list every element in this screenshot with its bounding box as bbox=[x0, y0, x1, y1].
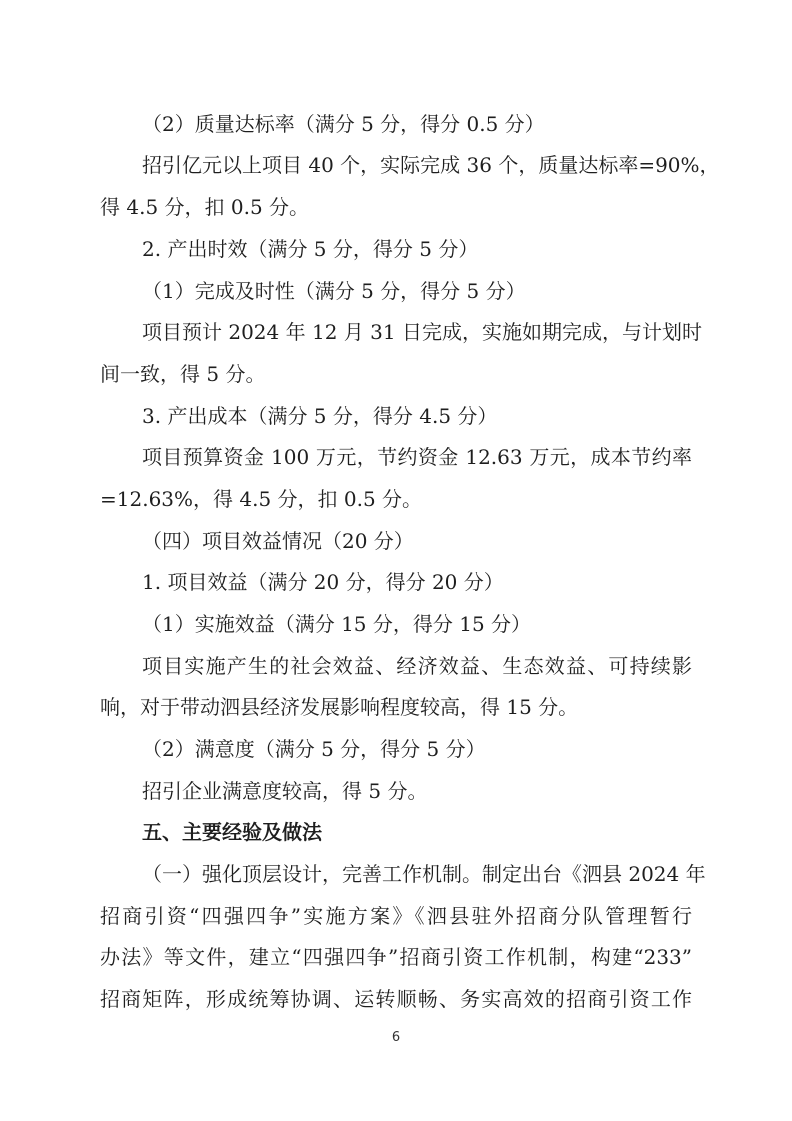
page-number: 6 bbox=[391, 1030, 401, 1045]
paragraph-line: 招商引资“四强四争”实施方案》《泗县驻外招商分队管理暂行 bbox=[100, 904, 692, 928]
paragraph-line: 项目预算资金 100 万元，节约资金 12.63 万元，成本节约率 bbox=[142, 445, 692, 469]
paragraph-line: 办法》等文件，建立“四强四争”招商引资工作机制，构建“233” bbox=[100, 945, 692, 969]
subitem-satisfaction: （2）满意度（满分 5 分，得分 5 分） bbox=[142, 737, 486, 761]
item-output-timeliness: 2. 产出时效（满分 5 分，得分 5 分） bbox=[142, 237, 479, 261]
section-heading-experience: 五、主要经验及做法 bbox=[142, 820, 322, 844]
section-benefits: （四）项目效益情况（20 分） bbox=[142, 529, 414, 553]
paragraph-line: 招引企业满意度较高，得 5 分。 bbox=[142, 779, 428, 803]
subitem-implementation-benefits: （1）实施效益（满分 15 分，得分 15 分） bbox=[142, 612, 532, 636]
paragraph-line: 项目预计 2024 年 12 月 31 日完成，实施如期完成，与计划时 bbox=[142, 320, 702, 344]
paragraph-line: 项目实施产生的社会效益、经济效益、生态效益、可持续影 bbox=[142, 654, 692, 678]
subitem-quality-rate: （2）质量达标率（满分 5 分，得分 0.5 分） bbox=[142, 112, 545, 136]
paragraph-line: 招商矩阵，形成统筹协调、运转顺畅、务实高效的招商引资工作 bbox=[100, 987, 692, 1011]
paragraph-line: （一）强化顶层设计，完善工作机制。制定出台《泗县 2024 年 bbox=[142, 862, 706, 886]
item-project-benefits: 1. 项目效益（满分 20 分，得分 20 分） bbox=[142, 570, 504, 594]
paragraph-line: 得 4.5 分，扣 0.5 分。 bbox=[100, 195, 310, 219]
paragraph-line: 响，对于带动泗县经济发展影响程度较高，得 15 分。 bbox=[100, 695, 579, 719]
subitem-completion-timeliness: （1）完成及时性（满分 5 分，得分 5 分） bbox=[142, 279, 526, 303]
paragraph-line: 招引亿元以上项目 40 个，实际完成 36 个，质量达标率=90%， bbox=[142, 153, 720, 177]
paragraph-line: 间一致，得 5 分。 bbox=[100, 362, 266, 386]
paragraph-line: =12.63%，得 4.5 分，扣 0.5 分。 bbox=[100, 487, 423, 511]
item-output-cost: 3. 产出成本（满分 5 分，得分 4.5 分） bbox=[142, 404, 498, 428]
